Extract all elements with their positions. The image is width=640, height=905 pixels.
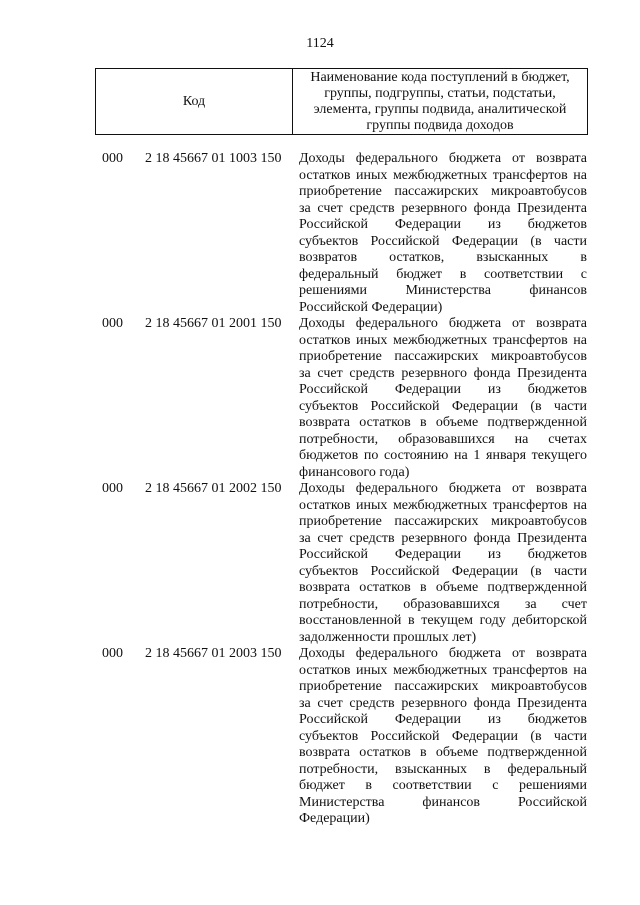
- description-line: задолженности прошлых лет): [299, 629, 477, 645]
- table-row: [0, 481, 640, 646]
- description-line: Российской Федерации из бюджетов: [299, 217, 587, 232]
- description-line: бюджетов по состоянию на 1 января текущего: [299, 448, 587, 463]
- admin-code: 000: [102, 646, 123, 661]
- name-column-header: Наименование кода поступлений в бюджет, группы, подгруппы, статьи, подстатьи, элемента, группы подвида, аналитической группы подвида доходов: [310, 69, 570, 133]
- table-row: [0, 646, 640, 828]
- description-line: потребности, взысканных в федеральный: [299, 761, 587, 777]
- description-line: Российской Федерации из бюджетов: [299, 712, 587, 727]
- description-line: Доходы федерального бюджета от возврата: [299, 316, 587, 331]
- table-row: [0, 316, 640, 481]
- revenue-description: [299, 481, 587, 646]
- description-line: Российской Федерации из бюджетов: [299, 547, 587, 562]
- revenue-description: [299, 646, 587, 828]
- admin-code: 000: [102, 151, 123, 166]
- revenue-code: 2 18 45667 01 2002 150: [145, 481, 282, 496]
- description-line: субъектов Российской Федерации (в части: [299, 728, 587, 744]
- description-line: решениями Министерства финансов: [299, 283, 587, 298]
- description-line: за счет средств резервного фонда Президента: [299, 530, 587, 546]
- entries-list: [0, 151, 640, 828]
- table-header: [95, 68, 588, 135]
- page-number: 1124: [306, 36, 334, 51]
- revenue-code: 2 18 45667 01 1003 150: [145, 151, 282, 166]
- description-line: потребности, образовавшихся на счетах: [299, 431, 587, 447]
- description-line: приобретение пассажирских микроавтобусов: [299, 184, 587, 199]
- description-line: возврата остатков в объеме подтвержденной: [299, 580, 587, 595]
- description-line: возвратов остатков, взысканных в: [299, 250, 587, 265]
- description-line: Российской Федерации из бюджетов: [299, 382, 587, 397]
- description-line: возврата остатков в объеме подтвержденной: [299, 415, 587, 430]
- description-line: восстановленной в текущем году дебиторской: [299, 613, 587, 628]
- description-line: потребности, образовавшихся за счет: [299, 596, 587, 612]
- table-row: [0, 151, 640, 316]
- admin-code: 000: [102, 316, 123, 331]
- description-line: Министерства финансов Российской: [299, 794, 587, 810]
- description-line: за счет средств резервного фонда Президента: [299, 365, 587, 381]
- description-line: субъектов Российской Федерации (в части: [299, 233, 587, 249]
- revenue-code: 2 18 45667 01 2003 150: [145, 646, 282, 661]
- description-line: остатков иных межбюджетных трансфертов на: [299, 662, 587, 678]
- description-line: субъектов Российской Федерации (в части: [299, 563, 587, 579]
- description-line: Доходы федерального бюджета от возврата: [299, 151, 587, 166]
- description-line: возврата остатков в объеме подтвержденной: [299, 745, 587, 760]
- description-line: приобретение пассажирских микроавтобусов: [299, 514, 587, 529]
- revenue-code: 2 18 45667 01 2001 150: [145, 316, 282, 331]
- description-line: бюджет в соответствии с решениями: [299, 778, 587, 793]
- description-line: остатков иных межбюджетных трансфертов на: [299, 497, 587, 513]
- description-line: финансового года): [299, 464, 410, 480]
- revenue-description: [299, 151, 587, 316]
- description-line: субъектов Российской Федерации (в части: [299, 398, 587, 414]
- description-line: Доходы федерального бюджета от возврата: [299, 481, 587, 496]
- description-line: Федерации): [299, 811, 370, 826]
- description-line: Доходы федерального бюджета от возврата: [299, 646, 587, 661]
- description-line: федеральный бюджет в соответствии с: [299, 266, 587, 282]
- description-line: остатков иных межбюджетных трансфертов на: [299, 167, 587, 183]
- description-line: остатков иных межбюджетных трансфертов на: [299, 332, 587, 348]
- revenue-description: [299, 316, 587, 481]
- description-line: за счет средств резервного фонда Президента: [299, 695, 587, 711]
- admin-code: 000: [102, 481, 123, 496]
- description-line: за счет средств резервного фонда Президента: [299, 200, 587, 216]
- description-line: приобретение пассажирских микроавтобусов: [299, 349, 587, 364]
- code-column-header: Код: [96, 69, 293, 134]
- description-line: приобретение пассажирских микроавтобусов: [299, 679, 587, 694]
- description-line: Российской Федерации): [299, 299, 443, 315]
